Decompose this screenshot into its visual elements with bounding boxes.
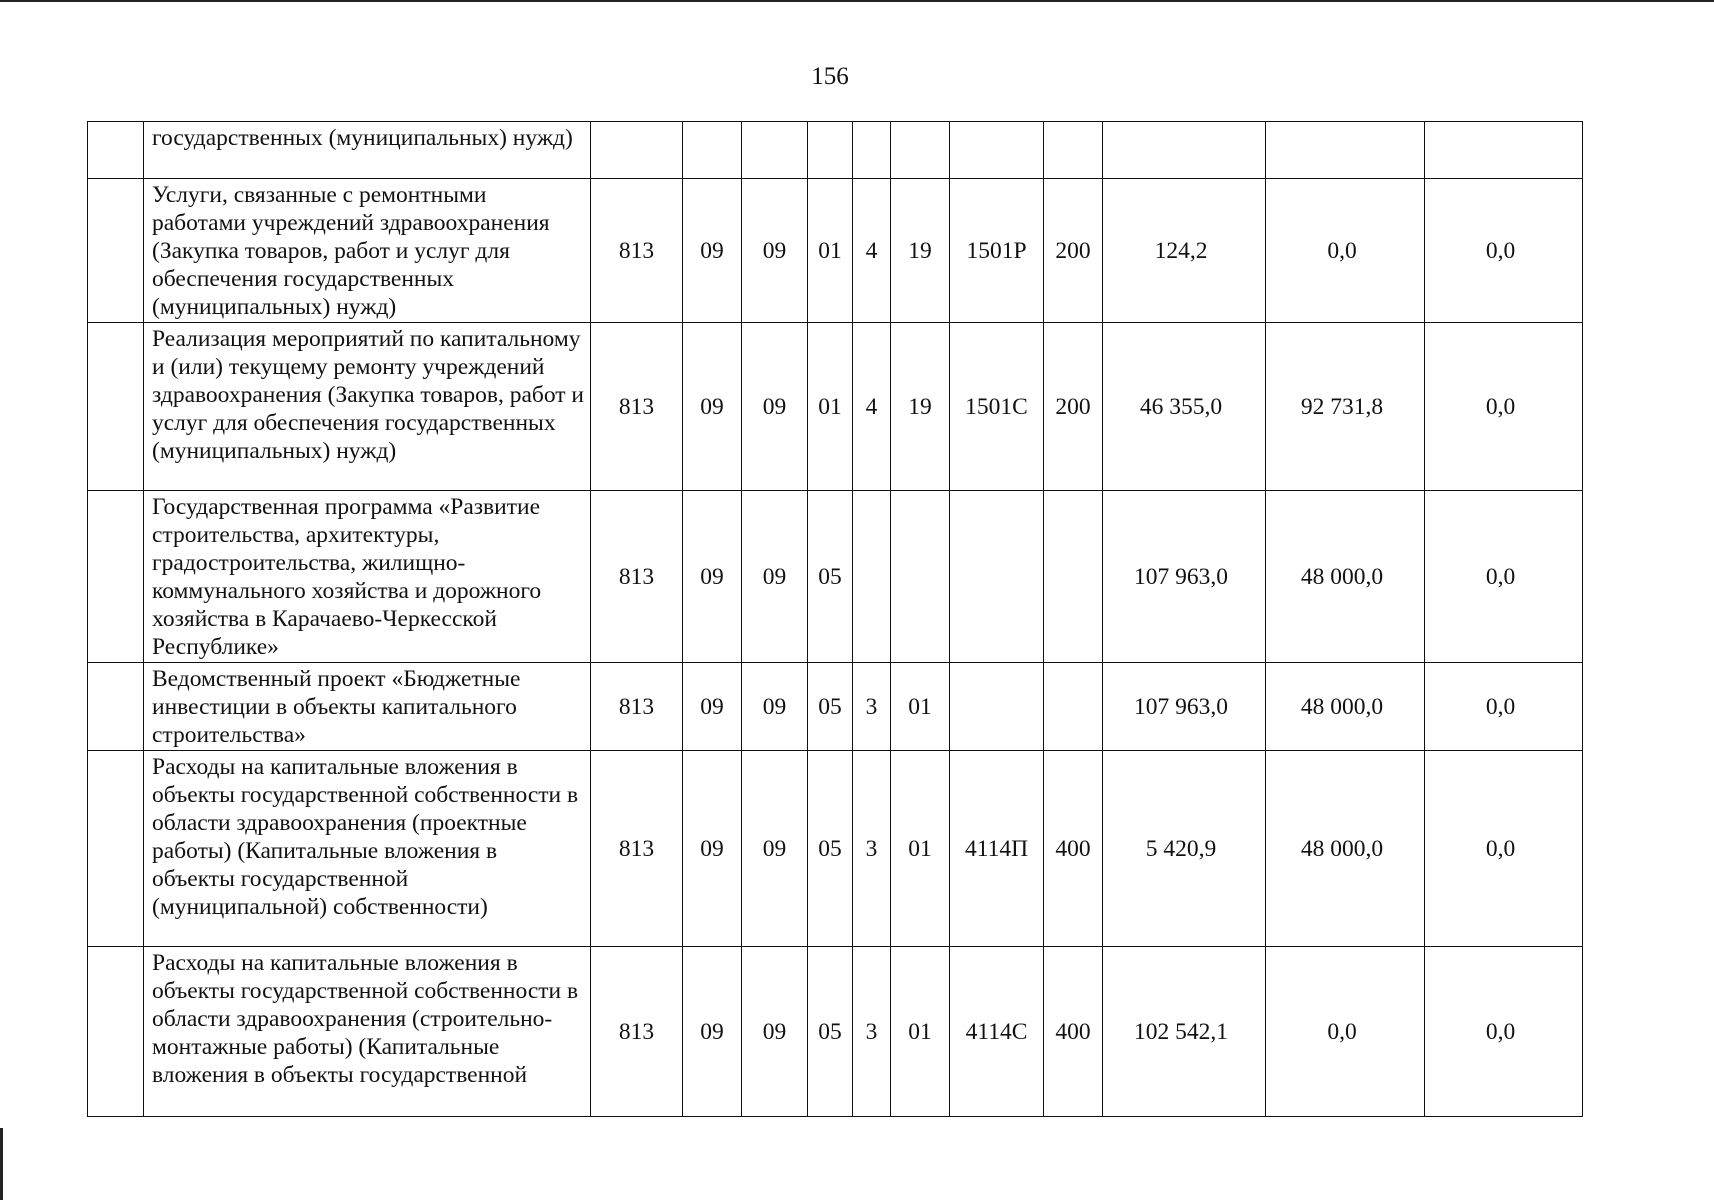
- amount-year1-cell: 5 420,9: [1103, 751, 1266, 947]
- amount-year2-cell: 48 000,0: [1266, 663, 1425, 751]
- admin-code-cell: 813: [591, 947, 683, 1117]
- row-index-cell: [88, 122, 144, 179]
- expense-name-cell: Услуги, связанные с ремонтными работами учреждений здравоохранения (Закупка товаров, работ и услуг для обеспечения государственных (муниципальных) нужд): [144, 179, 591, 323]
- section-cell: 09: [683, 179, 742, 323]
- direction-cell: 1501Р: [950, 179, 1044, 323]
- admin-code-cell: [591, 122, 683, 179]
- expense-name-cell: Ведомственный проект «Бюджетные инвестиции в объекты капитального строительства»: [144, 663, 591, 751]
- scan-left-edge-mark: [0, 1128, 3, 1200]
- expense-type-cell: 200: [1044, 323, 1103, 491]
- direction-cell: 1501С: [950, 323, 1044, 491]
- program-cell: 05: [808, 751, 853, 947]
- program-cell: 01: [808, 323, 853, 491]
- row-index-cell: [88, 179, 144, 323]
- row-index-cell: [88, 947, 144, 1117]
- amount-year1-cell: [1103, 122, 1266, 179]
- subsection-cell: 09: [742, 323, 808, 491]
- program-cell: 01: [808, 179, 853, 323]
- subsection-cell: [742, 122, 808, 179]
- amount-year3-cell: 0,0: [1425, 663, 1583, 751]
- scan-top-edge: [0, 0, 1714, 2]
- amount-year3-cell: 0,0: [1425, 947, 1583, 1117]
- admin-code-cell: 813: [591, 663, 683, 751]
- admin-code-cell: 813: [591, 323, 683, 491]
- amount-year3-cell: 0,0: [1425, 491, 1583, 663]
- project-cell: 01: [891, 947, 950, 1117]
- expense-name-cell: Реализация мероприятий по капитальному и (или) текущему ремонту учреждений здравоохранения (Закупка товаров, работ и услуг для обеспечения государственных (муниципальных) нужд): [144, 323, 591, 491]
- subprogram-cell: [853, 122, 891, 179]
- subprogram-cell: 3: [853, 947, 891, 1117]
- amount-year2-cell: 48 000,0: [1266, 751, 1425, 947]
- row-index-cell: [88, 751, 144, 947]
- amount-year3-cell: 0,0: [1425, 179, 1583, 323]
- amount-year1-cell: 107 963,0: [1103, 663, 1266, 751]
- table-row: [88, 122, 1583, 179]
- section-cell: [683, 122, 742, 179]
- amount-year1-cell: 124,2: [1103, 179, 1266, 323]
- project-cell: 19: [891, 179, 950, 323]
- amount-year2-cell: 92 731,8: [1266, 323, 1425, 491]
- section-cell: 09: [683, 663, 742, 751]
- project-cell: [891, 122, 950, 179]
- project-cell: [891, 491, 950, 663]
- section-cell: 09: [683, 751, 742, 947]
- subsection-cell: 09: [742, 751, 808, 947]
- table-row: [88, 491, 1583, 663]
- program-cell: [808, 122, 853, 179]
- direction-cell: [950, 122, 1044, 179]
- direction-cell: 4114П: [950, 751, 1044, 947]
- expense-name-cell: Расходы на капитальные вложения в объекты государственной собственности в области здравоохранения (строительно-монтажные работы) (Капитальные вложения в объекты государственной: [144, 947, 591, 1117]
- project-cell: 01: [891, 751, 950, 947]
- project-cell: 19: [891, 323, 950, 491]
- subsection-cell: 09: [742, 179, 808, 323]
- program-cell: 05: [808, 947, 853, 1117]
- expense-name-cell: Расходы на капитальные вложения в объекты государственной собственности в области здравоохранения (проектные работы) (Капитальные вложения в объекты государственной (муниципальной) собственности): [144, 751, 591, 947]
- row-index-cell: [88, 663, 144, 751]
- amount-year3-cell: 0,0: [1425, 751, 1583, 947]
- expense-name-cell: государственных (муниципальных) нужд): [144, 122, 591, 179]
- table-body: [88, 122, 1583, 1117]
- table-row: [88, 663, 1583, 751]
- amount-year2-cell: 0,0: [1266, 947, 1425, 1117]
- amount-year3-cell: 0,0: [1425, 323, 1583, 491]
- amount-year1-cell: 102 542,1: [1103, 947, 1266, 1117]
- subprogram-cell: 3: [853, 663, 891, 751]
- section-cell: 09: [683, 323, 742, 491]
- budget-table: [87, 121, 1583, 1117]
- subprogram-cell: 4: [853, 323, 891, 491]
- amount-year3-cell: [1425, 122, 1583, 179]
- section-cell: 09: [683, 491, 742, 663]
- table-row: [88, 179, 1583, 323]
- page-number: 156: [811, 63, 849, 90]
- direction-cell: [950, 663, 1044, 751]
- expense-name-cell: Государственная программа «Развитие строительства, архитектуры, градостроительства, жилищно-коммунального хозяйства и дорожного хозяйства в Карачаево-Черкесской Республике»: [144, 491, 591, 663]
- row-index-cell: [88, 323, 144, 491]
- direction-cell: [950, 491, 1044, 663]
- program-cell: 05: [808, 491, 853, 663]
- project-cell: 01: [891, 663, 950, 751]
- expense-type-cell: [1044, 663, 1103, 751]
- amount-year2-cell: 48 000,0: [1266, 491, 1425, 663]
- subsection-cell: 09: [742, 663, 808, 751]
- amount-year1-cell: 46 355,0: [1103, 323, 1266, 491]
- table-row: [88, 751, 1583, 947]
- table-row: [88, 947, 1583, 1117]
- row-index-cell: [88, 491, 144, 663]
- expense-type-cell: [1044, 491, 1103, 663]
- admin-code-cell: 813: [591, 179, 683, 323]
- expense-type-cell: [1044, 122, 1103, 179]
- expense-type-cell: 400: [1044, 751, 1103, 947]
- subprogram-cell: 3: [853, 751, 891, 947]
- section-cell: 09: [683, 947, 742, 1117]
- amount-year2-cell: 0,0: [1266, 179, 1425, 323]
- subprogram-cell: [853, 491, 891, 663]
- table-row: [88, 323, 1583, 491]
- amount-year1-cell: 107 963,0: [1103, 491, 1266, 663]
- subprogram-cell: 4: [853, 179, 891, 323]
- program-cell: 05: [808, 663, 853, 751]
- admin-code-cell: 813: [591, 491, 683, 663]
- admin-code-cell: 813: [591, 751, 683, 947]
- expense-type-cell: 400: [1044, 947, 1103, 1117]
- subsection-cell: 09: [742, 947, 808, 1117]
- amount-year2-cell: [1266, 122, 1425, 179]
- expense-type-cell: 200: [1044, 179, 1103, 323]
- subsection-cell: 09: [742, 491, 808, 663]
- direction-cell: 4114С: [950, 947, 1044, 1117]
